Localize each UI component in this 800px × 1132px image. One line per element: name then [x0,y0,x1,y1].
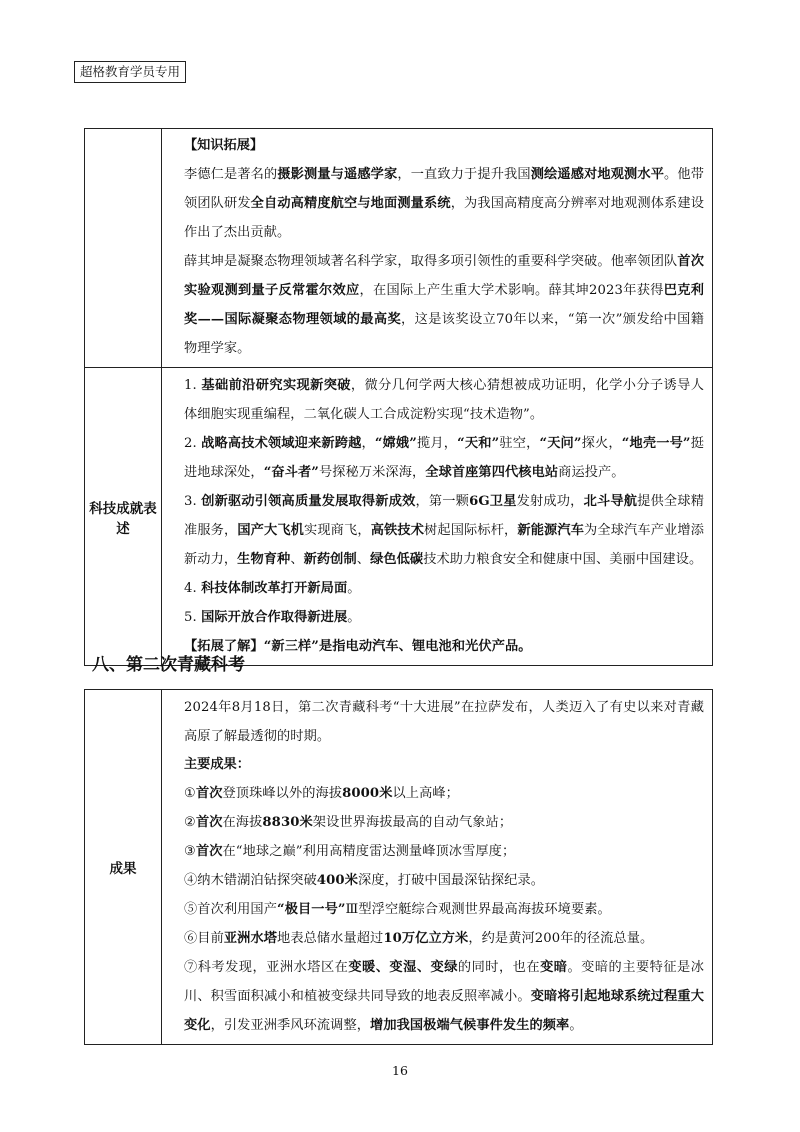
text-run: ⑤首次利用国产 [184,902,278,917]
bold-text-run: 变暗 [540,960,568,975]
text-run: ，引发亚洲季风环流调整， [210,1018,371,1033]
bold-text-run: 【拓展了解】“新三样”是指电动汽车、锂电池和光伏产品。 [184,639,532,654]
bold-text-run: “天问” [539,436,582,451]
bold-text-run: 测绘遥感对地观测水平 [530,167,665,182]
text-run: 提供全球精准服务， [184,494,705,538]
text-run: 架设世界海拔最高的自动气象站； [312,815,513,830]
text-run: 3. [184,494,202,509]
bold-text-run: 高铁技术 [370,523,425,538]
page-number: 16 [392,1063,408,1078]
results-intro: 2024年8月18日，第二次青藏科考“十大进展”在拉萨发布，人类迈入了有史以来对青藏高原了解最透彻的时期。 [184,700,704,744]
text-run: ，一直致力于提升我国 [397,167,531,182]
text-run: 揽月， [416,436,458,451]
achievements-label: 科技成就表述 [85,368,162,666]
text-run: ⑥目前 [184,931,224,946]
bold-text-run: 首次 [195,815,223,830]
bold-text-run: 战略高技术领域迎来新跨越 [201,436,362,451]
results-table [84,689,713,1045]
bold-text-run: “嫦娥” [374,436,417,451]
achievement-item-5 [184,603,704,632]
result-item-3 [184,837,704,866]
text-run: 2. [184,436,202,451]
bold-text-run: 国际开放合作取得新进展 [201,610,348,625]
bold-text-run: 亚洲水塔 [223,931,278,946]
text-run: 的同时，也在 [457,960,541,975]
bold-text-run: 10万亿立方米 [383,931,469,946]
bold-text-run: “极目一号” [277,902,346,917]
bold-text-run: 巴克利奖——国际凝聚态物理领域的最高奖 [184,283,704,327]
bold-text-run: 6G卫星 [469,494,517,509]
bold-text-run: “地壳一号” [621,436,691,451]
text-run: 4. [184,581,202,596]
knowledge-label-cell [85,129,162,368]
bold-text-run: 变暗将引起地球系统过程重大变化 [184,989,704,1033]
bold-text-run: 首次 [195,786,223,801]
bold-text-run: “奋斗者” [263,465,319,480]
text-run: 、 [356,552,371,567]
text-run: ① [184,786,196,801]
text-run: 。 [569,1018,583,1033]
bold-text-run: 8830米 [262,815,313,830]
text-run: ，为我国高精度高分辨率对地观测体系建设作出了杰出贡献。 [184,196,704,240]
text-run: 号探秘万米深海， [318,465,426,480]
bold-text-run: 创新驱动引领高质量发展取得新成效 [201,494,416,509]
text-run: 。他带领团队研发 [184,167,705,211]
bold-text-run: 基础前沿研究实现新突破 [201,378,351,393]
bold-text-run: 8000米 [342,786,393,801]
text-run: 李德仁是著名的 [184,167,278,182]
header-label: 超格教育学员专用 [74,61,186,83]
bold-text-run: 变暖、变湿、变绿 [348,960,458,975]
bold-text-run: 科技体制改革打开新局面 [201,581,348,596]
bold-text-run: 全自动高精度航空与地面测量系统 [250,196,451,211]
achievement-item-1 [184,371,704,429]
text-run: 、 [290,552,304,567]
text-run: 挺进地球深处， [184,436,704,480]
bold-text-run: 首次 [195,844,223,859]
text-run: 薛其坤是凝聚态物理领域著名科学家，取得多项引领性的重要科学突破。他率领团队 [184,254,678,269]
text-run: 深度，打破中国最深钻探纪录。 [358,873,545,888]
bold-text-run: 北斗导航 [583,494,638,509]
text-run: 地表总储水量超过 [277,931,384,946]
text-run: ，微分几何学两大核心猜想被成功证明，化学小分子诱导人体细胞实现重编程，二氧化碳人工合成淀粉实现“技术造物”。 [184,378,704,422]
text-run: 探火， [581,436,622,451]
text-run: 技术助力粮食安全和健康中国、美丽中国建设。 [423,552,703,567]
text-run: ， [361,436,375,451]
results-content-cell [162,690,713,1045]
results-row [85,690,713,1045]
result-item-4 [184,866,704,895]
bold-text-run: 国产大飞机 [237,523,305,538]
results-heading: 主要成果： [184,757,250,772]
bold-text-run: 增加我国极端气候事件发生的频率 [370,1018,570,1033]
text-run: 。变暗的主要特征是冰川、积雪面积减小和植被变绿共同导致的地表反照率减小。 [184,960,705,1004]
text-run: 在海拔 [222,815,263,830]
text-run: ③ [184,844,196,859]
result-item-2 [184,808,704,837]
bold-text-run: 生物育种 [237,552,291,567]
knowledge-content-cell [162,129,713,368]
text-run: ，在国际上产生重大学术影响。薛其坤2023年获得 [359,283,664,298]
text-run: 商运投产。 [558,465,625,480]
text-run: 登顶珠峰以外的海拔 [222,786,343,801]
bold-text-run: 摄影测量与遥感学家 [277,167,398,182]
result-item-1 [184,779,704,808]
bold-text-run: 首次实验观测到量子反常霍尔效应 [184,254,704,298]
text-run: ⑦科考发现，亚洲水塔区在 [184,960,349,975]
bold-text-run: 全球首座第四代核电站 [425,465,559,480]
text-run: 树起国际标杆， [424,523,518,538]
section-title: 八、第二次青藏科考 [92,655,245,675]
text-run: ，约是黄河200年的径流总量。 [468,931,654,946]
text-run: 在“地球之巅”利用高精度雷达测量峰顶冰雪厚度； [222,844,516,859]
text-run: 发射成功， [516,494,584,509]
text-run: 实现商飞， [304,523,371,538]
result-item-6 [184,924,704,953]
text-run: 。 [347,610,361,625]
text-run: ② [184,815,196,830]
text-run: 。 [347,581,361,596]
text-run: ，这是该奖设立70年以来，“第一次”颁发给中国籍物理学家。 [184,312,704,356]
knowledge-para-lideren [184,160,704,247]
results-label: 成果 [85,690,162,1045]
text-run: Ⅲ型浮空艇综合观测世界最高海拔环境要素。 [345,902,611,917]
bold-text-run: 新能源汽车 [517,523,585,538]
knowledge-para-xueqikun [184,247,704,363]
text-run: 驻空， [499,436,540,451]
bold-text-run: 新药创制 [303,552,357,567]
result-item-7 [184,953,704,1040]
knowledge-title: 【知识拓展】 [184,138,264,153]
achievement-item-3 [184,487,704,574]
achievements-row [85,368,713,666]
achievements-content-cell [162,368,713,666]
text-run: 1. [184,378,202,393]
achievement-item-4 [184,574,704,603]
knowledge-table [84,128,713,666]
bold-text-run: “天和” [457,436,500,451]
text-run: ，第一颗 [415,494,470,509]
text-run: 5. [184,610,202,625]
achievement-extension-note [184,632,704,661]
text-run: ④纳木错湖泊钻探突破 [184,873,317,888]
text-run: 为全球汽车产业增添新动力， [184,523,705,567]
bold-text-run: 绿色低碳 [370,552,424,567]
knowledge-row [85,129,713,368]
result-item-5 [184,895,704,924]
text-run: 以上高峰； [392,786,459,801]
bold-text-run: 400米 [316,873,358,888]
achievement-item-2 [184,429,704,487]
